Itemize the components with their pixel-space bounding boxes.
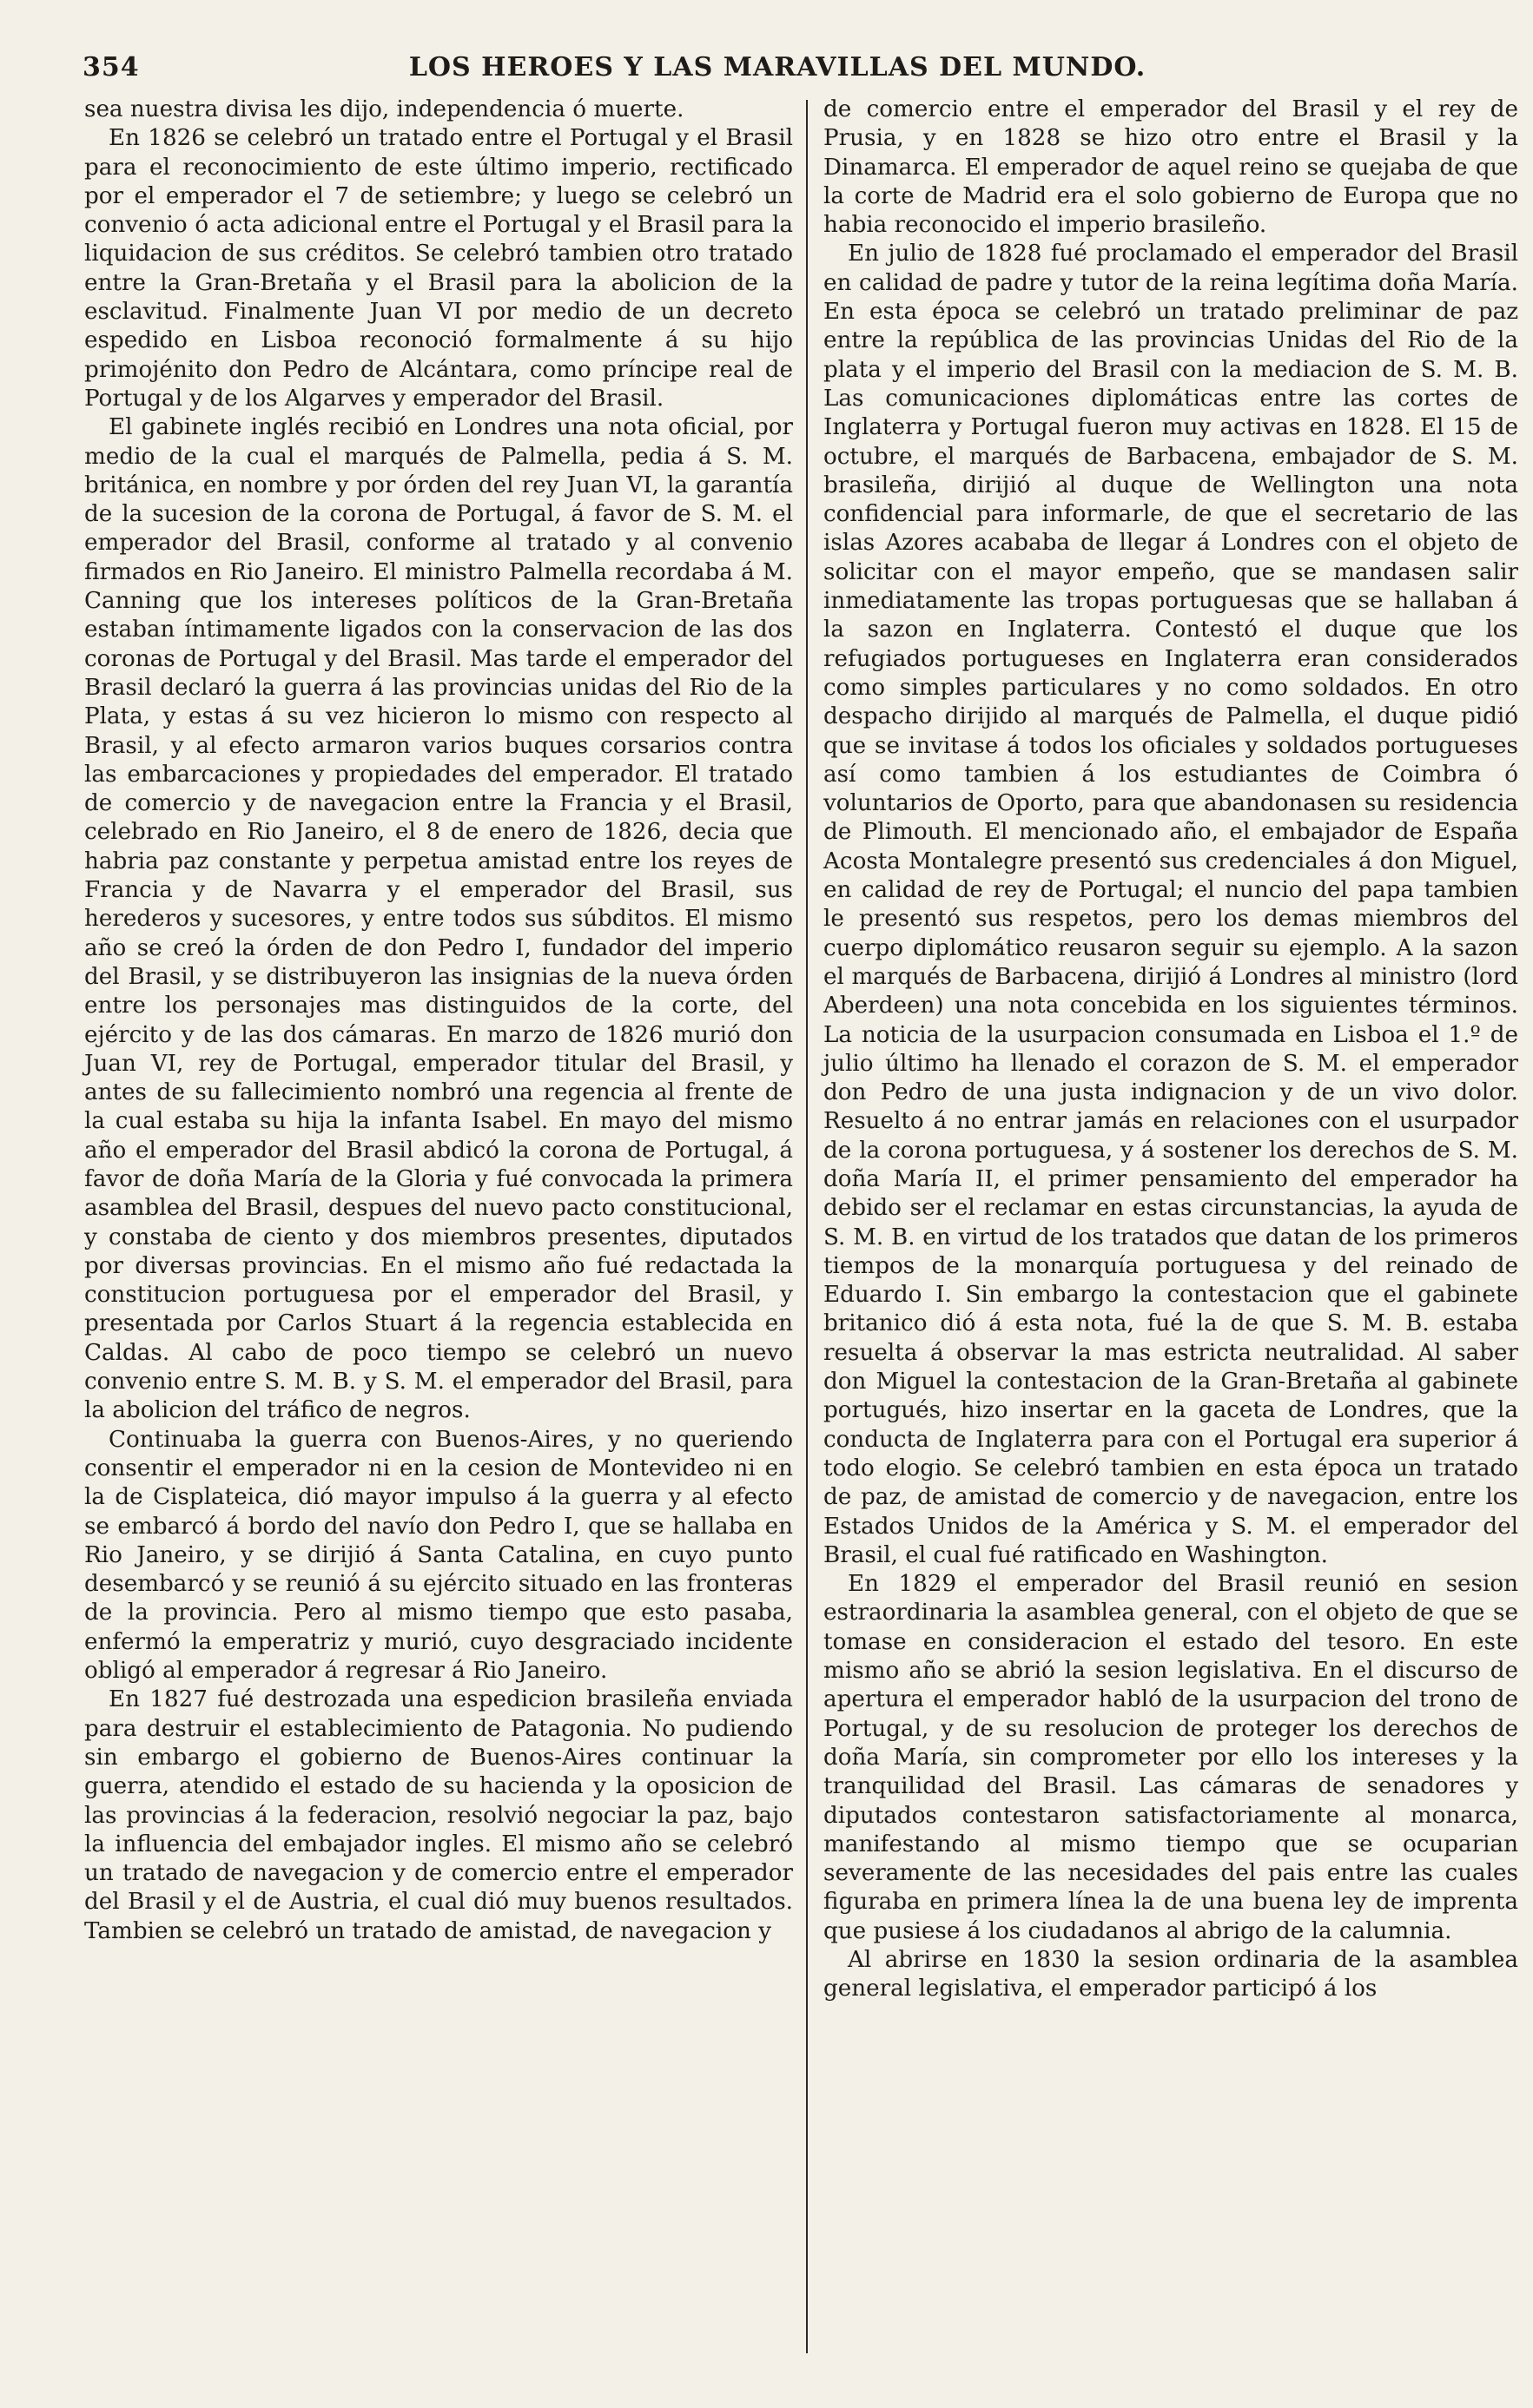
paragraph: En 1827 fué destrozada una espedicion brasileña enviada para destruir el establecimiento de Patagonia. No pudiendo sin embargo el gobierno de Buenos-Aires continuar la guerra, atendido el estado de su hacienda y la oposicion de las provincias á la federacion, resolvió negociar la paz, bajo la influencia del embajador ingles. El mismo año se celebró un tratado de navegacion y de comercio entre el emperador del Brasil y el de Austria, el cual dió muy buenos resultados. Tambien se celebró un tratado de amistad, de navegacion y: [84, 1686, 793, 1944]
running-title: LOS HEROES Y LAS MARAVILLAS DEL MUNDO.: [408, 52, 1146, 82]
paragraph: En 1829 el emperador del Brasil reunió en sesion estraordinaria la asamblea general, con el objeto de que se tomase en consideracion el estado del tesoro. En este mismo año se abrió la sesion legislativa. En el discurso de apertura el emperador habló de la usurpacion del trono de Portugal, y de su resolucion de proteger los derechos de doña María, sin comprometer por ello los intereses y la tranquilidad del Brasil. Las cámaras de senadores y diputados contestaron satisfactoriamente al monarca, manifestando al mismo tiempo que se ocuparian severamente de las necesidades del pais entre las cuales figuraba en primera línea la de una buena ley de imprenta que pusiese á los ciudadanos al abrigo de la calumnia.: [823, 1571, 1518, 1944]
page-header: [83, 50, 1524, 94]
paragraph: El gabinete inglés recibió en Londres una nota oficial, por medio de la cual el marqués de Palmella, pedia á S. M. británica, en nombre y por órden del rey Juan VI, la garantía de la sucesion de la corona de Portugal, á favor de S. M. el emperador del Brasil, conforme al tratado y al convenio firmados en Rio Janeiro. El ministro Palmella recordaba á M. Canning que los intereses políticos de la Gran-Bretaña estaban íntimamente ligados con la conservacion de las dos coronas de Portugal y del Brasil. Mas tarde el emperador del Brasil declaró la guerra á las provincias unidas del Rio de la Plata, y estas á su vez hicieron lo mismo con respecto al Brasil, y al efecto armaron varios buques corsarios contra las embarcaciones y propiedades del emperador. El tratado de comercio y de navegacion entre la Francia y el Brasil, celebrado en Rio Janeiro, el 8 de enero de 1826, decia que habria paz constante y perpetua amistad entre los reyes de Francia y de Navarra y el emperador del Brasil, sus herederos y sucesores, y entre todos sus súbditos. El mismo año se creó la órden de don Pedro I, fundador del imperio del Brasil, y se distribuyeron las insignias de la nueva órden entre los personajes mas distinguidos de la corte, del ejército y de las dos cámaras. En marzo de 1826 murió don Juan VI, rey de Portugal, emperador titular del Brasil, y antes de su fallecimiento nombró una regencia al frente de la cual estaba su hija la infanta Isabel. En mayo del mismo año el emperador del Brasil abdicó la corona de Portugal, á favor de doña María de la Gloria y fué convocada la primera asamblea del Brasil, despues del nuevo pacto constitucional, y constaba de ciento y dos miembros presentes, diputados por diversas provincias. En el mismo año fué redactada la constitucion portuguesa por el emperador del Brasil, y presentada por Carlos Stuart á la regencia establecida en Caldas. Al cabo de poco tiempo se celebró un nuevo convenio entre S. M. B. y S. M. el emperador del Brasil, para la abolicion del tráfico de negros.: [84, 414, 793, 1424]
paragraph: Continuaba la guerra con Buenos-Aires, y no queriendo consentir el emperador ni en la cesion de Montevideo ni en la de Cisplateica, dió mayor impulso á la guerra y al efecto se embarcó á bordo del navío don Pedro I, que se hallaba en Rio Janeiro, y se dirijió á Santa Catalina, en cuyo punto desembarcó y se reunió á su ejército situado en las fronteras de la provincia. Pero al mismo tiempo que esto pasaba, enfermó la emperatriz y murió, cuyo desgraciado incidente obligó al emperador á regresar á Rio Janeiro.: [84, 1426, 793, 1685]
paragraph: de comercio entre el emperador del Brasil y el rey de Prusia, y en 1828 se hizo otro entre el Brasil y la Dinamarca. El emperador de aquel reino se quejaba de que la corte de Madrid era el solo gobierno de Europa que no habia reconocido el imperio brasileño.: [823, 96, 1518, 239]
paragraph: sea nuestra divisa les dijo, independencia ó muerte.: [84, 96, 684, 122]
left-column: [84, 96, 793, 1946]
column-divider: [806, 100, 808, 2353]
right-column: [823, 96, 1518, 2004]
paragraph: En 1826 se celebró un tratado entre el Portugal y el Brasil para el reconocimiento de este último imperio, rectificado por el emperador el 7 de setiembre; y luego se celebró un convenio ó acta adicional entre el Portugal y el Brasil para la liquidacion de sus créditos. Se celebró tambien otro tratado entre la Gran-Bretaña y el Brasil para la abolicion de la esclavitud. Finalmente Juan VI por medio de un decreto espedido en Lisboa reconoció formalmente á su hijo primojénito don Pedro de Alcántara, como príncipe real de Portugal y de los Algarves y emperador del Brasil.: [84, 125, 793, 412]
page-number: 354: [83, 52, 140, 82]
paragraph: Al abrirse en 1830 la sesion ordinaria de la asamblea general legislativa, el emperador participó á los: [823, 1947, 1518, 2002]
paragraph: En julio de 1828 fué proclamado el emperador del Brasil en calidad de padre y tutor de la reina legítima doña María. En esta época se celebró un tratado preliminar de paz entre la república de las provincias Unidas del Rio de la plata y el imperio del Brasil con la mediacion de S. M. B. Las comunicaciones diplomáticas entre las cortes de Inglaterra y Portugal fueron muy activas en 1828. El 15 de octubre, el marqués de Barbacena, embajador de S. M. brasileña, dirijió al duque de Wellington una nota confidencial para informarle, de que el secretario de las islas Azores acababa de llegar á Londres con el objeto de solicitar con el mayor empeño, que se mandasen salir inmediatamente las tropas portuguesas que se hallaban á la sazon en Inglaterra. Contestó el duque que los refugiados portugueses en Inglaterra eran considerados como simples particulares y no como soldados. En otro despacho dirijido al marqués de Palmella, el duque pidió que se invitase á todos los oficiales y soldados portugueses así como tambien á los estudiantes de Coimbra ó voluntarios de Oporto, para que abandonasen su residencia de Plimouth. El mencionado año, el embajador de España Acosta Montalegre presentó sus credenciales á don Miguel, en calidad de rey de Portugal; el nuncio del papa tambien le presentó sus respetos, pero los demas miembros del cuerpo diplomático reusaron seguir su ejemplo. A la sazon el marqués de Barbacena, dirijió á Londres al ministro (lord Aberdeen) una nota concebida en los siguientes términos. La noticia de la usurpacion consumada en Lisboa el 1.º de julio último ha llenado el corazon de S. M. el emperador don Pedro de una justa indignacion y de un vivo dolor. Resuelto á no entrar jamás en relaciones con el usurpador de la corona portuguesa, y á sostener los derechos de S. M. doña María II, el primer pensamiento del emperador ha debido ser el reclamar en estas circunstancias, la ayuda de S. M. B. en virtud de los tratados que datan de los primeros tiempos de la monarquía portuguesa y del reinado de Eduardo I. Sin embargo la contestacion que el gabinete britanico dió á esta nota, fué la de que S. M. B. estaba resuelta á observar la mas estricta neutralidad. Al saber don Miguel la contestacion de la Gran-Bretaña al gabinete portugués, hizo insertar en la gaceta de Londres, que la conducta de Inglaterra para con el Portugal era superior á todo elogio. Se celebró tambien en esta época un tratado de paz, de amistad de comercio y de navegacion, entre los Estados Unidos de la América y S. M. el emperador del Brasil, el cual fué ratificado en Washington.: [823, 241, 1518, 1568]
